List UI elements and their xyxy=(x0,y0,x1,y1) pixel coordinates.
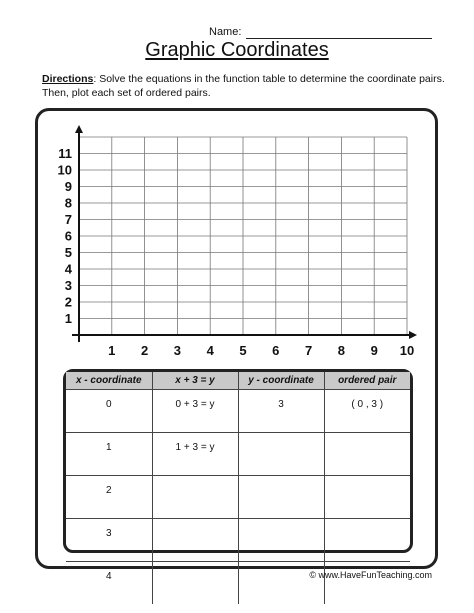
cell-ordered-pair[interactable] xyxy=(324,433,410,476)
col-header-ordered-pair: ordered pair xyxy=(324,372,410,390)
y-axis-labels xyxy=(58,146,73,326)
y-tick-label: 8 xyxy=(64,195,72,211)
table-row xyxy=(66,519,410,562)
cell-y[interactable] xyxy=(238,433,324,476)
directions-text: : Solve the equations in the function table to determine the coordinate pairs. Then, plot each set of ordered pairs. xyxy=(42,73,445,99)
table-row xyxy=(66,476,410,519)
cell-y[interactable] xyxy=(238,519,324,562)
x-tick-label: 5 xyxy=(239,343,247,358)
directions-label: Directions xyxy=(42,73,94,85)
x-tick-label: 9 xyxy=(370,343,378,358)
cell-y[interactable] xyxy=(238,476,324,519)
x-tick-label: 10 xyxy=(399,343,415,358)
page-title: Graphic Coordinates xyxy=(145,39,329,61)
y-tick-label: 10 xyxy=(57,162,72,178)
x-tick-label: 6 xyxy=(272,343,280,358)
name-label: Name: xyxy=(209,26,242,38)
y-tick-label: 2 xyxy=(64,294,72,310)
table-row xyxy=(66,433,410,476)
cell-equation[interactable] xyxy=(152,476,238,519)
x-tick-label: 8 xyxy=(337,343,346,358)
col-header-y-coordinate: y - coordinate xyxy=(238,372,324,390)
cell-ordered-pair[interactable] xyxy=(324,562,410,605)
y-tick-label: 9 xyxy=(64,179,72,194)
table-row xyxy=(66,390,410,433)
cell-ordered-pair[interactable] xyxy=(324,476,410,519)
col-header-equation: x + 3 = y xyxy=(152,372,238,390)
table-row xyxy=(66,562,410,605)
cell-x: 2 xyxy=(66,476,152,519)
copyright-footer: © www.HaveFunTeaching.com xyxy=(309,570,432,580)
x-tick-label: 2 xyxy=(140,343,149,358)
cell-x: 1 xyxy=(66,433,152,476)
x-tick-label: 7 xyxy=(304,343,313,358)
cell-equation[interactable] xyxy=(152,519,238,562)
cell-x: 4 xyxy=(66,562,152,605)
y-tick-label: 3 xyxy=(64,278,72,293)
y-tick-label: 11 xyxy=(58,146,72,161)
cell-x: 3 xyxy=(66,519,152,562)
cell-y[interactable]: 3 xyxy=(238,390,324,433)
cell-equation[interactable] xyxy=(152,562,238,605)
cell-ordered-pair[interactable] xyxy=(324,519,410,562)
x-axis-labels xyxy=(108,343,414,358)
cell-equation: 1 + 3 = y xyxy=(152,433,238,476)
y-tick-label: 4 xyxy=(64,261,72,277)
y-tick-label: 5 xyxy=(64,245,72,260)
x-tick-label: 1 xyxy=(108,343,116,358)
x-tick-label: 3 xyxy=(173,343,182,358)
cell-ordered-pair[interactable]: ( 0 , 3 ) xyxy=(324,390,410,433)
x-tick-label: 4 xyxy=(206,343,214,358)
table-header-row xyxy=(66,372,410,390)
y-tick-label: 6 xyxy=(64,228,72,244)
y-tick-label: 1 xyxy=(64,311,72,326)
cell-y[interactable] xyxy=(238,562,324,605)
cell-equation: 0 + 3 = y xyxy=(152,390,238,433)
y-tick-label: 7 xyxy=(64,212,72,227)
cell-x: 0 xyxy=(66,390,152,433)
grid-lines xyxy=(79,137,407,335)
col-header-x-coordinate: x - coordinate xyxy=(66,372,152,390)
